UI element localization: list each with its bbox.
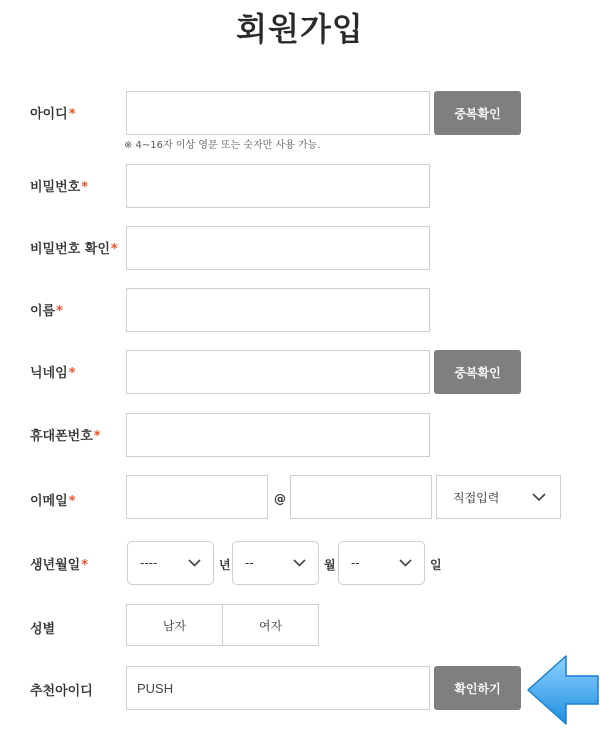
chevron-down-icon [188,559,201,567]
name-label: 이름* [30,304,63,319]
birth-year-select[interactable] [127,541,214,585]
nickname-duplicate-check-button[interactable]: 중복확인 [434,350,521,394]
password-confirm-label: 비밀번호 확인* [30,242,118,257]
email-domain-select-value: 직접입력 [453,490,500,505]
required-mark: * [68,366,76,381]
birth-month-value: -- [245,556,254,570]
month-unit: 월 [324,558,336,572]
email-at-sign: @ [274,492,286,506]
email-label: 이메일* [30,494,76,509]
birth-year-value: ---- [140,556,158,570]
required-mark: * [93,429,101,444]
id-hint: ※ 4~16자 이상 영문 또는 숫자만 사용 가능. [124,140,321,151]
birth-month-select[interactable] [232,541,319,585]
birth-day-select[interactable] [338,541,425,585]
id-input[interactable] [126,91,430,135]
chevron-down-icon [532,493,546,502]
chevron-down-icon [399,559,412,567]
gender-female-option[interactable]: 여자 [222,604,319,646]
required-mark: * [56,304,63,319]
required-mark: * [68,107,76,122]
id-duplicate-check-button[interactable]: 중복확인 [434,91,521,135]
nickname-label: 닉네임* [30,366,76,381]
email-domain-select[interactable] [436,475,561,519]
page-title: 회원가입 [236,10,364,48]
phone-label: 휴대폰번호* [30,429,101,444]
chevron-down-icon [293,559,306,567]
day-unit: 일 [430,558,442,572]
left-arrow-icon [526,654,600,726]
required-mark: * [68,494,76,509]
year-unit: 년 [219,558,231,572]
email-domain-input[interactable] [290,475,432,519]
email-local-input[interactable] [126,475,268,519]
gender-male-option[interactable]: 남자 [126,604,223,646]
password-input[interactable] [126,164,430,208]
gender-label: 성별 [30,622,56,637]
birth-day-value: -- [351,556,360,570]
name-input[interactable] [126,288,430,332]
required-mark: * [81,558,89,573]
id-label: 아이디* [30,107,76,122]
password-confirm-input[interactable] [126,226,430,270]
password-label: 비밀번호* [30,180,89,195]
required-mark: * [81,180,89,195]
referrer-label: 추천아이디 [30,684,93,699]
birth-label: 생년월일* [30,558,89,573]
referrer-confirm-button[interactable]: 확인하기 [434,666,521,710]
referrer-input[interactable] [126,666,430,710]
phone-input[interactable] [126,413,430,457]
required-mark: * [110,242,118,257]
nickname-input[interactable] [126,350,430,394]
